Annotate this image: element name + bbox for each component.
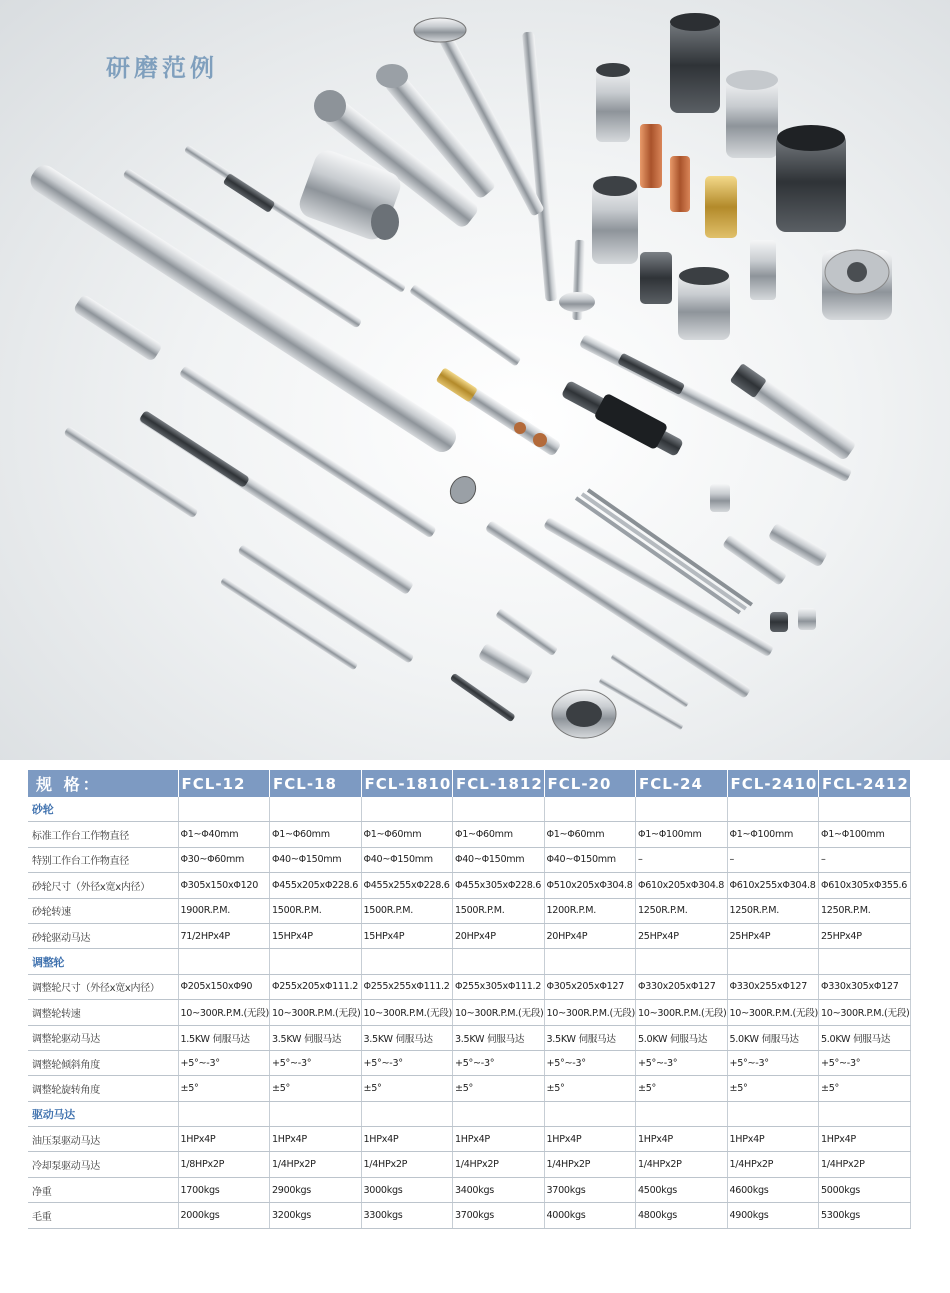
table-cell: 1/4HPx2P: [544, 1152, 636, 1177]
table-cell: 15HPx4P: [361, 923, 453, 948]
table-cell: 10~300R.P.M.(无段): [727, 1000, 819, 1025]
table-cell: –: [819, 847, 911, 872]
table-cell: 5.0KW 伺服马达: [819, 1025, 911, 1050]
table-cell: [270, 949, 362, 974]
row-label: 砂轮转速: [28, 898, 178, 923]
table-cell: Φ1~Φ100mm: [727, 822, 819, 847]
table-row: [28, 898, 910, 923]
table-cell: [453, 797, 545, 822]
threaded-shaft-group: [409, 284, 857, 483]
table-cell: Φ455x205xΦ228.6: [270, 873, 362, 898]
table-cell: Φ30~Φ60mm: [178, 847, 270, 872]
table-cell: +5°~-3°: [544, 1050, 636, 1075]
table-cell: [178, 1101, 270, 1126]
table-cell: Φ1~Φ60mm: [361, 822, 453, 847]
table-cell: Φ610x305xΦ355.6: [819, 873, 911, 898]
section-title: 砂轮: [28, 797, 178, 822]
table-cell: 5000kgs: [819, 1177, 911, 1202]
model-header: FCL-24: [636, 770, 728, 797]
spec-table-container: [28, 770, 910, 1229]
table-row: [28, 1050, 910, 1075]
table-cell: 1200R.P.M.: [544, 898, 636, 923]
table-cell: +5°~-3°: [453, 1050, 545, 1075]
table-cell: 1HPx4P: [727, 1127, 819, 1152]
table-cell: Φ305x205xΦ127: [544, 974, 636, 999]
table-cell: 5.0KW 伺服马达: [636, 1025, 728, 1050]
table-cell: 10~300R.P.M.(无段): [453, 1000, 545, 1025]
table-row: [28, 1203, 910, 1228]
table-cell: 5300kgs: [819, 1203, 911, 1228]
row-label: 调整轮旋转角度: [28, 1076, 178, 1101]
table-cell: ±5°: [727, 1076, 819, 1101]
table-cell: [544, 1101, 636, 1126]
table-cell: 1HPx4P: [178, 1127, 270, 1152]
table-cell: Φ40~Φ150mm: [453, 847, 545, 872]
table-row: [28, 1177, 910, 1202]
model-header: FCL-20: [544, 770, 636, 797]
section-title: 驱动马达: [28, 1101, 178, 1126]
table-cell: 1250R.P.M.: [727, 898, 819, 923]
table-cell: +5°~-3°: [819, 1050, 911, 1075]
table-row: [28, 923, 910, 948]
table-cell: [178, 797, 270, 822]
table-cell: Φ305x150xΦ120: [178, 873, 270, 898]
table-cell: 4800kgs: [636, 1203, 728, 1228]
table-cell: 1/4HPx2P: [453, 1152, 545, 1177]
table-cell: +5°~-3°: [727, 1050, 819, 1075]
table-cell: Φ330x305xΦ127: [819, 974, 911, 999]
model-header: FCL-2410: [727, 770, 819, 797]
table-cell: 3700kgs: [453, 1203, 545, 1228]
table-cell: Φ330x255xΦ127: [727, 974, 819, 999]
table-cell: [361, 1101, 453, 1126]
table-cell: Φ1~Φ100mm: [819, 822, 911, 847]
model-header: FCL-1812: [453, 770, 545, 797]
table-cell: [819, 797, 911, 822]
table-cell: 10~300R.P.M.(无段): [361, 1000, 453, 1025]
row-label: 毛重: [28, 1203, 178, 1228]
table-cell: 4500kgs: [636, 1177, 728, 1202]
table-cell: 1250R.P.M.: [636, 898, 728, 923]
table-cell: 1.5KW 伺服马达: [178, 1025, 270, 1050]
table-cell: [270, 797, 362, 822]
row-label: 净重: [28, 1177, 178, 1202]
table-cell: [361, 797, 453, 822]
bushing-group: [296, 13, 892, 340]
table-cell: [727, 797, 819, 822]
table-cell: 20HPx4P: [544, 923, 636, 948]
table-cell: 10~300R.P.M.(无段): [636, 1000, 728, 1025]
table-cell: Φ255x305xΦ111.2: [453, 974, 545, 999]
small-parts-group: [450, 484, 829, 738]
table-cell: [270, 1101, 362, 1126]
table-cell: Φ40~Φ150mm: [361, 847, 453, 872]
table-cell: 25HPx4P: [727, 923, 819, 948]
table-cell: 20HPx4P: [453, 923, 545, 948]
table-cell: 1500R.P.M.: [270, 898, 362, 923]
table-cell: Φ510x205xΦ304.8: [544, 873, 636, 898]
table-cell: 1HPx4P: [819, 1127, 911, 1152]
spec-header-label: 规 格：: [28, 770, 178, 797]
table-cell: +5°~-3°: [361, 1050, 453, 1075]
table-cell: 1HPx4P: [361, 1127, 453, 1152]
table-cell: ±5°: [544, 1076, 636, 1101]
table-cell: 2900kgs: [270, 1177, 362, 1202]
row-label: 标准工作台工作物直径: [28, 822, 178, 847]
table-cell: 3300kgs: [361, 1203, 453, 1228]
table-row: [28, 974, 910, 999]
table-cell: ±5°: [636, 1076, 728, 1101]
table-cell: 3.5KW 伺服马达: [270, 1025, 362, 1050]
table-cell: 4000kgs: [544, 1203, 636, 1228]
table-cell: ±5°: [178, 1076, 270, 1101]
spec-table: [28, 770, 911, 1229]
table-cell: 4900kgs: [727, 1203, 819, 1228]
table-cell: 5.0KW 伺服马达: [727, 1025, 819, 1050]
table-row: [28, 1076, 910, 1101]
table-cell: 1HPx4P: [270, 1127, 362, 1152]
table-cell: 1500R.P.M.: [453, 898, 545, 923]
table-cell: 1/4HPx2P: [727, 1152, 819, 1177]
table-cell: +5°~-3°: [270, 1050, 362, 1075]
table-cell: 3400kgs: [453, 1177, 545, 1202]
table-cell: Φ1~Φ60mm: [270, 822, 362, 847]
table-cell: 1/4HPx2P: [636, 1152, 728, 1177]
table-cell: 10~300R.P.M.(无段): [270, 1000, 362, 1025]
table-cell: 1/4HPx2P: [819, 1152, 911, 1177]
table-cell: 71/2HPx4P: [178, 923, 270, 948]
table-cell: 1/4HPx2P: [361, 1152, 453, 1177]
table-cell: Φ610x255xΦ304.8: [727, 873, 819, 898]
table-cell: 1/8HPx2P: [178, 1152, 270, 1177]
table-row: [28, 873, 910, 898]
table-cell: Φ455x305xΦ228.6: [453, 873, 545, 898]
table-cell: ±5°: [819, 1076, 911, 1101]
table-cell: 2000kgs: [178, 1203, 270, 1228]
shaft-group: [26, 145, 481, 671]
table-cell: 1/4HPx2P: [270, 1152, 362, 1177]
table-cell: Φ1~Φ60mm: [453, 822, 545, 847]
table-cell: 1250R.P.M.: [819, 898, 911, 923]
section-row: [28, 1101, 910, 1126]
table-cell: [361, 949, 453, 974]
spec-header-row: [28, 770, 910, 797]
table-cell: 4600kgs: [727, 1177, 819, 1202]
row-label: 调整轮倾斜角度: [28, 1050, 178, 1075]
table-cell: 3000kgs: [361, 1177, 453, 1202]
model-header: FCL-18: [270, 770, 362, 797]
row-label: 调整轮驱动马达: [28, 1025, 178, 1050]
model-header: FCL-1810: [361, 770, 453, 797]
table-cell: 3.5KW 伺服马达: [361, 1025, 453, 1050]
table-cell: Φ255x255xΦ111.2: [361, 974, 453, 999]
table-cell: [727, 949, 819, 974]
table-cell: Φ255x205xΦ111.2: [270, 974, 362, 999]
model-header: FCL-2412: [819, 770, 911, 797]
table-cell: [453, 1101, 545, 1126]
row-label: 调整轮转速: [28, 1000, 178, 1025]
photo-title: 研磨范例: [106, 54, 218, 82]
table-cell: Φ455x255xΦ228.6: [361, 873, 453, 898]
table-cell: Φ40~Φ150mm: [270, 847, 362, 872]
table-cell: [453, 949, 545, 974]
table-cell: 3.5KW 伺服马达: [544, 1025, 636, 1050]
table-row: [28, 822, 910, 847]
table-cell: 1HPx4P: [453, 1127, 545, 1152]
table-cell: 10~300R.P.M.(无段): [819, 1000, 911, 1025]
table-cell: [727, 1101, 819, 1126]
row-label: 冷却泵驱动马达: [28, 1152, 178, 1177]
table-cell: [544, 949, 636, 974]
table-row: [28, 1152, 910, 1177]
table-cell: Φ205x150xΦ90: [178, 974, 270, 999]
table-cell: 1500R.P.M.: [361, 898, 453, 923]
table-cell: –: [636, 847, 728, 872]
table-cell: 3.5KW 伺服马达: [453, 1025, 545, 1050]
table-row: [28, 1000, 910, 1025]
table-row: [28, 1127, 910, 1152]
table-cell: Φ610x205xΦ304.8: [636, 873, 728, 898]
table-cell: [178, 949, 270, 974]
table-cell: [636, 797, 728, 822]
table-cell: ±5°: [453, 1076, 545, 1101]
table-cell: 1HPx4P: [544, 1127, 636, 1152]
table-cell: 3200kgs: [270, 1203, 362, 1228]
table-row: [28, 847, 910, 872]
table-cell: 1HPx4P: [636, 1127, 728, 1152]
table-cell: 25HPx4P: [819, 923, 911, 948]
table-cell: [819, 949, 911, 974]
model-header: FCL-12: [178, 770, 270, 797]
table-cell: Φ1~Φ40mm: [178, 822, 270, 847]
section-row: [28, 797, 910, 822]
section-title: 调整轮: [28, 949, 178, 974]
row-label: 砂轮尺寸（外径x宽x内径）: [28, 873, 178, 898]
table-cell: Φ1~Φ60mm: [544, 822, 636, 847]
section-row: [28, 949, 910, 974]
table-cell: 25HPx4P: [636, 923, 728, 948]
table-cell: –: [727, 847, 819, 872]
row-label: 砂轮驱动马达: [28, 923, 178, 948]
table-cell: 10~300R.P.M.(无段): [544, 1000, 636, 1025]
table-cell: 10~300R.P.M.(无段): [178, 1000, 270, 1025]
table-cell: Φ330x205xΦ127: [636, 974, 728, 999]
table-cell: [544, 797, 636, 822]
table-cell: [636, 949, 728, 974]
row-label: 油压泵驱动马达: [28, 1127, 178, 1152]
table-cell: 1900R.P.M.: [178, 898, 270, 923]
table-cell: ±5°: [270, 1076, 362, 1101]
table-cell: Φ40~Φ150mm: [544, 847, 636, 872]
row-label: 调整轮尺寸（外径x宽x内径）: [28, 974, 178, 999]
table-cell: 1700kgs: [178, 1177, 270, 1202]
table-cell: +5°~-3°: [178, 1050, 270, 1075]
table-cell: [636, 1101, 728, 1126]
table-row: [28, 1025, 910, 1050]
table-cell: 3700kgs: [544, 1177, 636, 1202]
table-cell: 15HPx4P: [270, 923, 362, 948]
table-cell: [819, 1101, 911, 1126]
table-cell: ±5°: [361, 1076, 453, 1101]
table-cell: Φ1~Φ100mm: [636, 822, 728, 847]
row-label: 特别工作台工作物直径: [28, 847, 178, 872]
table-cell: +5°~-3°: [636, 1050, 728, 1075]
